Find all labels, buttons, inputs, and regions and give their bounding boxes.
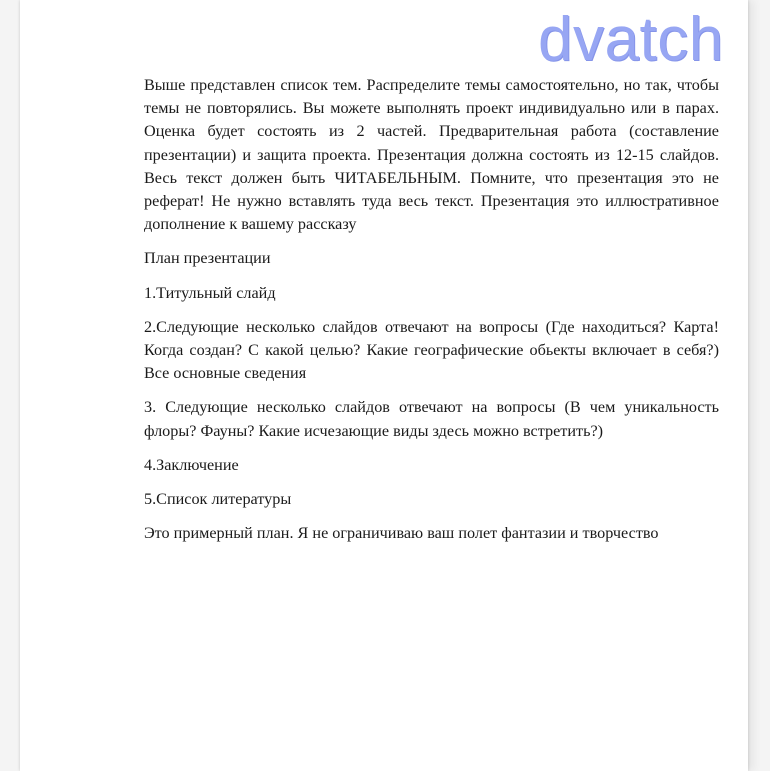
closing-paragraph: Это примерный план. Я не ограничиваю ваш полет фантазии и творчество — [144, 524, 659, 543]
plan-item-5: 5.Список литературы — [144, 490, 292, 509]
plan-item-2: 2.Следующие несколько слайдов отвечают на вопросы (Где находиться? Карта! Когда создан? С какой целью? Какие географические обьекты включает в себя?) Все основные сведения — [144, 317, 719, 383]
watermark-logo: dvatch — [538, 5, 724, 74]
document-page — [20, 0, 748, 771]
plan-heading: План презентации — [144, 249, 271, 268]
plan-item-1: 1.Титульный слайд — [144, 283, 276, 302]
document-body — [144, 74, 719, 556]
plan-item-4: 4.Заключение — [144, 455, 239, 474]
plan-item-3: 3. Следующие несколько слайдов отвечают на вопросы (В чем уникальность флоры? Фауны? Какие исчезающие виды здесь можно встретить?) — [144, 398, 719, 440]
intro-paragraph: Выше представлен список тем. Распределите темы самостоятельно, но так, чтобы темы не повторялись. Вы можете выполнять проект индивидуально или в парах. Оценка будет состоять из 2 частей. Предварительная работа (составление презентации) и защита проекта. Презентация должна состоять из 12-15 слайдов. Весь текст должен быть ЧИТАБЕЛЬНЫМ. Помните, что презентация это не реферат! Не нужно вставлять туда весь текст. Презентация это иллюстративное дополнение к вашему рассказу — [144, 76, 719, 234]
